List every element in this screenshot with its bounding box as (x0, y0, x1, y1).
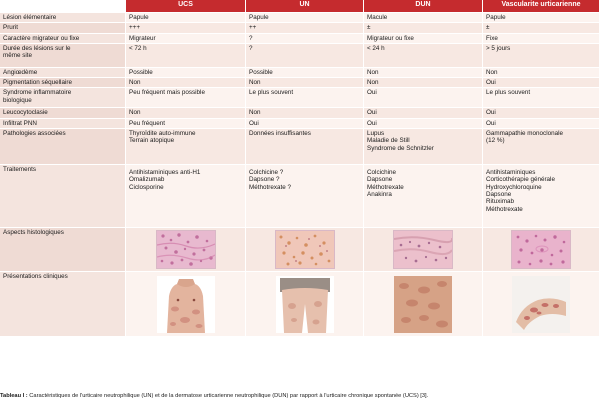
header-dun: DUN (364, 0, 483, 13)
table-cell: < 72 h (126, 44, 246, 68)
row-label: Infiltrat PNN (0, 119, 126, 129)
table-cell: > 5 jours (483, 44, 600, 68)
header-vascularite: Vascularite urticarienne (483, 0, 600, 13)
table-cell (126, 272, 246, 337)
table-cell: Oui (364, 108, 483, 118)
table-cell: ? (246, 44, 364, 68)
header-un: UN (246, 0, 364, 13)
clinical-photo-ucs (157, 276, 215, 333)
table-cell: Oui (364, 88, 483, 108)
table-cell: Non (126, 108, 246, 118)
table-cell: Colchicine ? Dapsone ? Méthotrexate ? (246, 165, 364, 228)
table-cell: Oui (246, 119, 364, 129)
clinical-photo-vascularite (512, 276, 570, 333)
histology-image-ucs (156, 230, 216, 269)
table-cell: Antihistaminiques anti-H1 Omalizumab Ciclosporine (126, 165, 246, 228)
table-cell: Non (364, 78, 483, 88)
caption-text: Caractéristiques de l'urticaire neutrophilique (UN) et de la dermatose urticarienne neutrophilique (DUN) par rapport à l'urticaire chronique spontanée (UCS) [3]. (27, 393, 429, 399)
table-cell: Lupus Maladie de Still Syndrome de Schnitzler (364, 129, 483, 165)
table-cell: Possible (126, 68, 246, 78)
table-cell (483, 228, 600, 272)
table-cell: Peu fréquent mais possible (126, 88, 246, 108)
table-cell: Oui (483, 108, 600, 118)
table-cell: Thyroïdite auto-immune Terrain atopique (126, 129, 246, 165)
clinical-photo-dun (394, 276, 452, 333)
table-row (0, 88, 600, 108)
table-cell: Papule (246, 13, 364, 23)
table-cell: ± (364, 23, 483, 33)
table-cell: Non (246, 108, 364, 118)
table-cell: +++ (126, 23, 246, 33)
table-cell: Non (364, 68, 483, 78)
table-row (0, 23, 600, 33)
table-cell: Oui (483, 119, 600, 129)
clinical-photo-un (276, 276, 334, 333)
table-row (0, 108, 600, 118)
table-cell (246, 228, 364, 272)
table-cell: ? (246, 34, 364, 44)
table-row (0, 34, 600, 44)
histology-image-dun (393, 230, 453, 269)
table-cell: Macule (364, 13, 483, 23)
table-cell: Colcichine Dapsone Méthotrexate Anakinra (364, 165, 483, 228)
table-caption (0, 390, 600, 402)
table-cell: Non (246, 78, 364, 88)
row-label: Angiœdème (0, 68, 126, 78)
row-label: Syndrome inflammatoire biologique (0, 88, 126, 108)
caption-label: Tableau I : (0, 393, 28, 399)
table-cell: Le plus souvent (483, 88, 600, 108)
table-row (0, 129, 600, 165)
table-body (0, 13, 600, 337)
row-label: Durée des lésions sur le même site (0, 44, 126, 68)
histology-image-un (275, 230, 335, 269)
table-cell: ++ (246, 23, 364, 33)
clinical-row (0, 272, 600, 337)
table-row (0, 119, 600, 129)
table-cell: Peu fréquent (126, 119, 246, 129)
table-row (0, 68, 600, 78)
row-label: Aspects histologiques (0, 228, 126, 272)
table-cell: Gammapathie monoclonale (12 %) (483, 129, 600, 165)
table-cell: Données insuffisantes (246, 129, 364, 165)
header-ucs: UCS (126, 0, 246, 13)
table-cell: Papule (483, 13, 600, 23)
table-row (0, 44, 600, 68)
header-corner (0, 0, 126, 13)
table-cell: Migrateur (126, 34, 246, 44)
row-label: Pigmentation séquellaire (0, 78, 126, 88)
table-cell: Possible (246, 68, 364, 78)
table-row (0, 165, 600, 228)
table-cell (483, 272, 600, 337)
table-cell: Oui (483, 78, 600, 88)
histology-row (0, 228, 600, 272)
table-cell: Migrateur ou fixe (364, 34, 483, 44)
table-cell (126, 228, 246, 272)
table-row (0, 78, 600, 88)
table-cell: Fixe (483, 34, 600, 44)
table-row (0, 13, 600, 23)
row-label: Leucocytoclasie (0, 108, 126, 118)
row-label: Caractère migrateur ou fixe (0, 34, 126, 44)
row-label: Pathologies associées (0, 129, 126, 165)
table-cell: Le plus souvent (246, 88, 364, 108)
table-cell: Non (483, 68, 600, 78)
table-cell (364, 272, 483, 337)
row-label: Traitements (0, 165, 126, 228)
row-label: Lésion élémentaire (0, 13, 126, 23)
row-label: Prurit (0, 23, 126, 33)
table-cell: Papule (126, 13, 246, 23)
row-label: Présentations cliniques (0, 272, 126, 337)
table-cell: < 24 h (364, 44, 483, 68)
table-cell (364, 228, 483, 272)
table-cell: ± (483, 23, 600, 33)
table-cell: Oui (364, 119, 483, 129)
table-cell (246, 272, 364, 337)
table-cell: Antihistaminiques Corticothérapie générale Hydroxychloroquine Dapsone Rituximab Méthotrexate (483, 165, 600, 228)
table-cell: Non (126, 78, 246, 88)
histology-image-vascularite (511, 230, 571, 269)
table-header-row (0, 0, 600, 13)
